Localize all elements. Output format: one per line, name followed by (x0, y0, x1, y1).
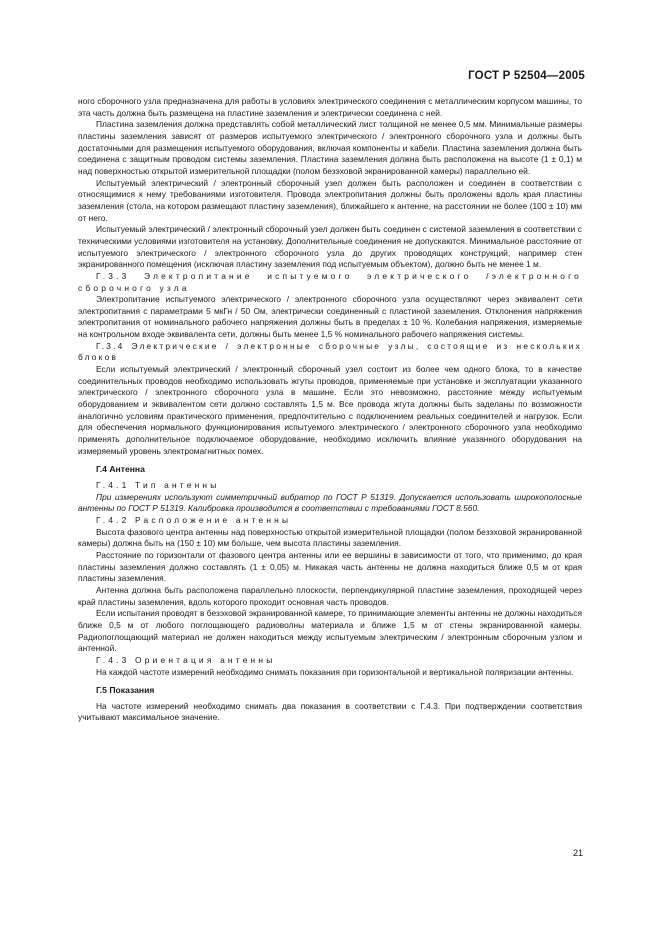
document-header-id: ГОСТ Р 52504—2005 (468, 70, 585, 82)
subsection-title-g43: Г.4.3 Ориентация антенны (96, 654, 276, 665)
paragraph-ground-plate: Пластина заземления должна представлять собой металлический лист толщиной не менее 0,5 мм. Минимальные размеры пластины заземления зависят от размеров испытуемого электрического / электронного сборочного узла и должны быть достаточными для размещения испытуемого оборудования, включая компоненты и кабели. Пластина заземления должна быть соединена с защитным проводом системы заземления. Пластина заземления должна быть расположена на высоте (1 ± 0,1) м над поверхностью открытой измерительной площадки (полом безэховой экранированной камеры) параллельно ей. (78, 119, 582, 176)
paragraph-antenna-parallel: Антенна должна быть расположена параллельно плоскости, перпендикулярной пластине заземления, проходящей через край пластины заземления, вдоль которого проходит основная часть проводов. (78, 584, 582, 607)
paragraph-readings: На частоте измерений необходимо снимать два показания в соответствии с Г.4.3. При подтверждении соответствия учитывают максимальное значение. (78, 700, 582, 723)
subsection-title-g34: Г.3.4 Электрические / электронные сборочные узлы, состоящие из нескольких блоков (78, 340, 582, 363)
paragraph-power: Электропитание испытуемого электрического / электронного сборочного узла осуществляют через эквивалент сети электропитания с параметрами 5 мкГн / 50 Ом, электрически соединенный с пластиной заземления. Отклонения напряжения электропитания от номинального рабочего напряжения должны быть в пределах ± 10 %. Колебания напряжения, измеряемые на контрольном входе эквивалента сети, должны быть менее 1,5 % номинального рабочего напряжения системы. (78, 294, 582, 340)
section-title-g4: Г.4 Антенна (96, 464, 145, 475)
section-title-g5: Г.5 Показания (96, 685, 155, 696)
paragraph-grounding: Испытуемый электрический / электронный сборочный узел должен быть соединен с системой заземления в соответствии с техническими условиями изготовителя на установку. Дополнительные соединения не допускаются. Минимальное расстояние от испытуемого электрического / электронного сборочного узла до других проводящих конструкций, например стен экранированного помещения (исключая пластину заземления под испытуемым объектом), должно быть не менее 1 м. (78, 224, 582, 270)
subsection-title-g41: Г.4.1 Тип антенны (96, 480, 220, 490)
paragraph-continuation: ного сборочного узла предназначена для работы в условиях электрического соединения с металлическим корпусом машины, то эта часть должна быть размещена на пластине заземления и электрически соединена с ней. (78, 96, 582, 118)
subsection-title-g33: Г.3.3 Электропитание испытуемого электрического /электронного сборочного узла (78, 270, 582, 293)
paragraph-polarization: На каждой частоте измерений необходимо снимать показания при горизонтальной и вертикальной поляризации антенны. (96, 666, 574, 677)
paragraph-anechoic: Если испытания проводят в безэховой экранированной камере, то принимающие элементы антенны не должны находиться ближе 0,5 м от любого поглощающего радиоволны материала и ближе 1,5 м от стены экранированной камеры. Радиопоглощающий материал не должен находиться между испытуемым электрическим / электронным сборочным узлом и антенной. (78, 608, 582, 654)
document-body (78, 96, 582, 724)
paragraph-antenna-type: При измерениях используют симметричный вибратор по ГОСТ Р 51319. Допускается использовать широкополосные антенны по ГОСТ Р 51319. Калибровка производится в соответствии с требованиями ГОСТ 8.560. (78, 491, 582, 514)
paragraph-placement: Испытуемый электрический / электронный сборочный узел должен быть расположен и соединен в соответствии с относящимися к нему требованиями изготовителя. Провода электропитания должны быть проложены вдоль края пластины заземления (стола, на котором размещают пластину заземления), ближайшего к антенне, на расстоянии не более (100 ± 10) мм от него. (78, 177, 582, 223)
page-number: 21 (572, 848, 583, 858)
subsection-title-g42: Г.4.2 Расположение антенны (96, 514, 292, 525)
paragraph-antenna-height: Высота фазового центра антенны над поверхностью открытой измерительной площадки (полом безэховой экранированной камеры) должна быть на (150 ± 10) мм больше, чем высота пластины заземления. (78, 526, 582, 549)
paragraph-antenna-distance: Расстояние по горизонтали от фазового центра антенны или ее вершины в зависимости от того, что применимо, до края пластины заземления должно составлять (1 ± 0,05) м. Никакая часть антенны не должна находиться ближе 0,5 м от края пластины заземления. (78, 549, 582, 584)
paragraph-multiblock: Если испытуемый электрический / электронный сборочный узел состоит из более чем одного блока, то в качестве соединительных проводов необходимо использовать жгуты проводов, применяемые при установке и эксплуатации указанного электрического / электронного сборочного узла в машине. Если это невозможно, расстояние между испытуемым оборудованием и эквивалентом сети должно составлять 1,5 м. Все провода жгута должны быть заделаны по возможности аналогично условиям практического применения, предпочтительно с подключением реальных соединителей и нагрузок. Если для обеспечения нормального функционирования испытуемого электрического / электронного сборочного узла необходимо применять дополнительное подключаемое оборудование, необходимо исключить влияние указанного оборудования на измеряемый уровень электромагнитных помех. (78, 364, 582, 456)
